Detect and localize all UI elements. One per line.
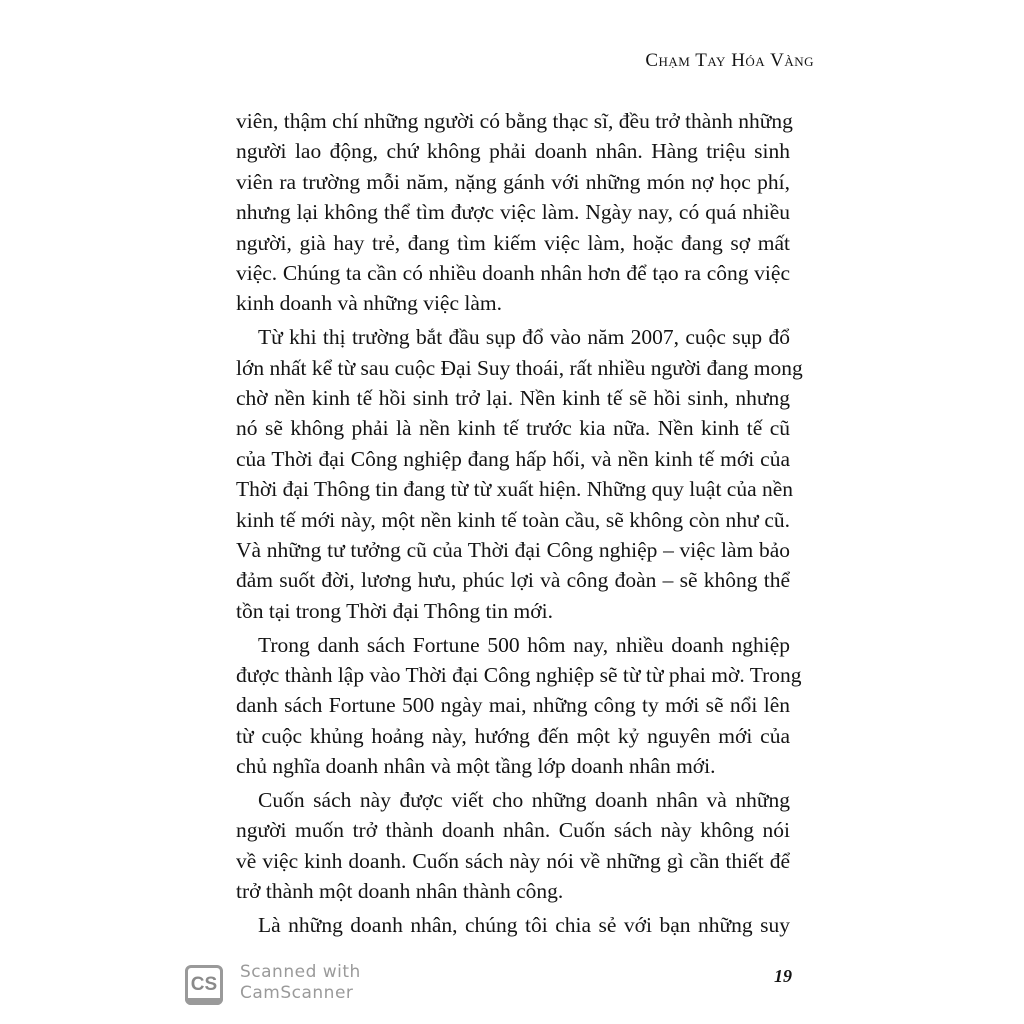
watermark-line-1: Scanned with [240, 962, 361, 982]
text-line: Và những tư tưởng cũ của Thời đại Công nghiệp – việc làm bảo [236, 537, 790, 562]
text-line: Là những doanh nhân, chúng tôi chia sẻ với bạn những suy [258, 913, 790, 938]
running-head-title: Chạm Tay Hóa Vàng [645, 50, 814, 71]
text-line: chủ nghĩa doanh nhân và một tầng lớp doanh nhân mới. [236, 754, 716, 779]
watermark-line-2: CamScanner [240, 983, 354, 1003]
text-line: đảm suốt đời, lương hưu, phúc lợi và công đoàn – sẽ không thể [236, 568, 790, 593]
text-line: kinh tế mới này, một nền kinh tế toàn cầu, sẽ không còn như cũ. [236, 507, 790, 532]
camscanner-logo-icon [185, 965, 223, 1005]
text-line: người muốn trở thành doanh nhân. Cuốn sách này không nói [236, 818, 790, 843]
text-line: kinh doanh và những việc làm. [236, 291, 503, 316]
text-line: danh sách Fortune 500 ngày mai, những công ty mới sẽ nổi lên [236, 693, 790, 718]
text-line: lớn nhất kể từ sau cuộc Đại Suy thoái, rất nhiều người đang mong [236, 355, 803, 380]
paragraph [236, 785, 790, 907]
text-line: người, già hay trẻ, đang tìm kiếm việc làm, hoặc đang sợ mất [236, 230, 790, 255]
paragraph [236, 630, 802, 782]
paragraph [236, 106, 793, 319]
text-line: được thành lập vào Thời đại Công nghiệp sẽ từ từ phai mờ. Trong [236, 663, 802, 688]
text-line: tồn tại trong Thời đại Thông tin mới. [236, 598, 553, 623]
text-line: Thời đại Thông tin đang từ từ xuất hiện. Những quy luật của nền [236, 477, 794, 502]
paragraph [236, 322, 803, 626]
page-number: 19 [774, 966, 792, 986]
body-text [236, 106, 803, 944]
text-line: về việc kinh doanh. Cuốn sách này nói về những gì cần thiết để [236, 848, 790, 873]
text-line: của Thời đại Công nghiệp đang hấp hối, và nền kinh tế mới của [236, 446, 790, 471]
text-line: từ cuộc khủng hoảng này, hướng đến một kỷ nguyên mới của [236, 723, 790, 748]
text-line: viên ra trường mỗi năm, nặng gánh với những món nợ học phí, [236, 169, 790, 194]
text-line: Trong danh sách Fortune 500 hôm nay, nhiều doanh nghiệp [258, 632, 790, 657]
text-line: chờ nền kinh tế hồi sinh trở lại. Nền kinh tế sẽ hồi sinh, nhưng [236, 386, 790, 411]
text-line: người lao động, chứ không phải doanh nhân. Hàng triệu sinh [236, 139, 790, 164]
paragraph [236, 910, 790, 940]
camscanner-watermark [240, 962, 361, 1004]
text-line: Từ khi thị trường bắt đầu sụp đổ vào năm 2007, cuộc sụp đổ [258, 325, 790, 350]
text-line: viên, thậm chí những người có bằng thạc sĩ, đều trở thành những [236, 109, 793, 133]
text-line: nhưng lại không thể tìm được việc làm. Ngày nay, có quá nhiều [236, 200, 790, 225]
text-line: trở thành một doanh nhân thành công. [236, 879, 564, 904]
camscanner-logo-text: CS [190, 974, 218, 995]
text-line: việc. Chúng ta cần có nhiều doanh nhân hơn để tạo ra công việc [236, 260, 790, 285]
text-line: nó sẽ không phải là nền kinh tế trước kia nữa. Nền kinh tế cũ [236, 416, 790, 441]
text-line: Cuốn sách này được viết cho những doanh nhân và những [258, 788, 790, 813]
